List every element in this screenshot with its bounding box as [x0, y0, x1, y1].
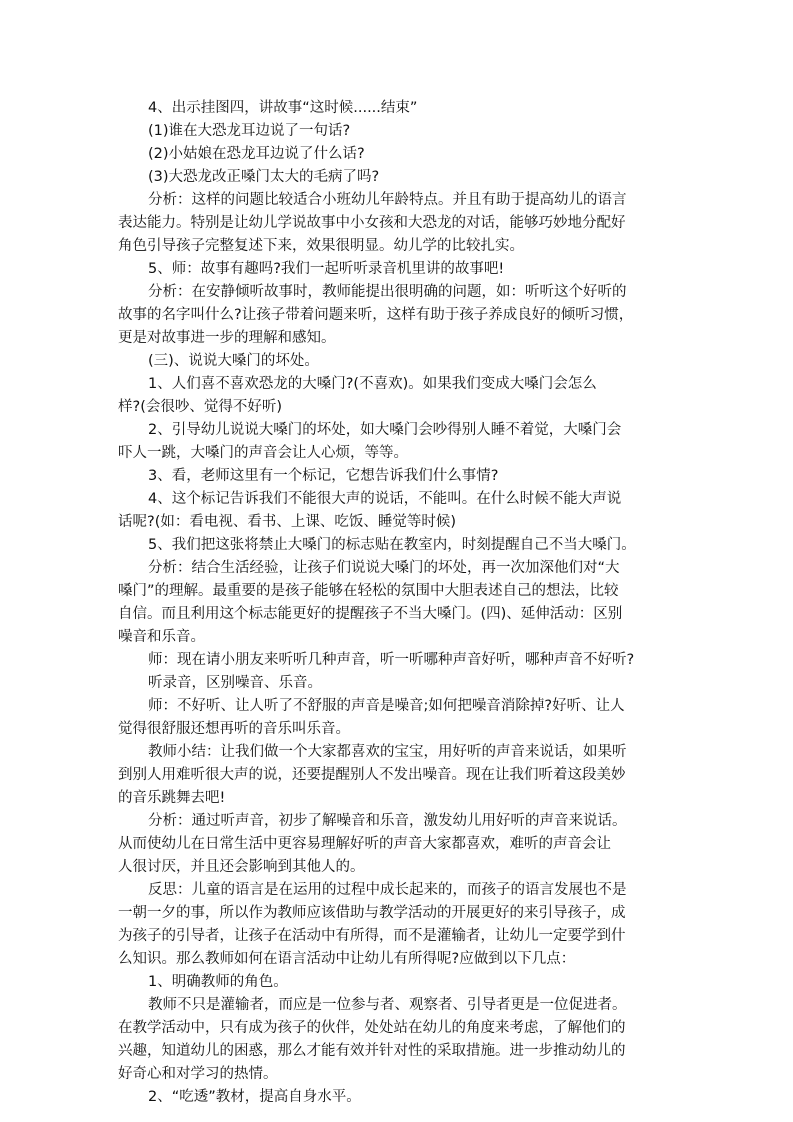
text-line: 觉得很舒服还想再听的音乐叫乐音。: [118, 721, 350, 737]
paragraph: [118, 189, 678, 258]
text-line: 样?(会很吵、觉得不好听): [118, 399, 283, 415]
paragraph: [118, 373, 678, 419]
text-line: 的音乐跳舞去吧!: [118, 790, 226, 806]
paragraph: [118, 879, 678, 971]
text-line: 分析：这样的问题比较适合小班幼儿年龄特点。并且有助于提高幼儿的语言: [148, 192, 627, 208]
text-line: 嗓门”的理解。最重要的是孩子能够在轻松的氛围中大胆表述自己的想法，比较: [118, 583, 619, 599]
text-line: (2)小姑娘在恐龙耳边说了什么话?: [148, 146, 365, 162]
text-line: 教师不只是灌输者，而应是一位参与者、观察者、引导者更是一位促进者。: [148, 997, 627, 1013]
text-line: 噪音和乐音。: [118, 629, 205, 645]
paragraph: [118, 97, 678, 120]
text-line: 为孩子的引导者，让孩子在活动中有所得，而不是灌输者，让幼儿一定要学到什: [118, 928, 626, 944]
text-line: 2、“吃透”教材，提高自身水平。: [148, 1089, 361, 1105]
paragraph: [118, 971, 678, 994]
paragraph: [118, 810, 678, 879]
paragraph: [118, 534, 678, 557]
text-line: 听录音，区别噪音、乐音。: [148, 675, 322, 691]
text-line: 么知识。那么教师如何在语言活动中让幼儿有所得呢?应做到以下几点：: [118, 951, 576, 967]
text-line: 5、我们把这张将禁止大嗓门的标志贴在教室内，时刻提醒自己不当大嗓门。: [148, 537, 636, 553]
paragraph: [118, 166, 678, 189]
text-line: 分析：通过听声音，初步了解噪音和乐音，激发幼儿用好听的声音来说话。: [148, 813, 627, 829]
document-body: [118, 97, 678, 1109]
text-line: 好奇心和对学习的热情。: [118, 1066, 278, 1082]
paragraph: [118, 557, 678, 649]
text-line: (3)大恐龙改正嗓门太大的毛病了吗?: [148, 169, 380, 185]
text-line: 反思：儿童的语言是在运用的过程中成长起来的，而孩子的语言发展也不是: [148, 882, 627, 898]
text-line: 话呢?(如：看电视、看书、上课、吃饭、睡觉等时候): [118, 514, 457, 530]
paragraph: [118, 488, 678, 534]
text-line: 到别人用难听很大声的说，还要提醒别人不发出噪音。现在让我们听着这段美妙: [118, 767, 626, 783]
text-line: 4、出示挂图四，讲故事“这时候......结束”: [148, 100, 418, 116]
text-line: 教师小结：让我们做一个大家都喜欢的宝宝，用好听的声音来说话，如果听: [148, 744, 627, 760]
paragraph: [118, 465, 678, 488]
text-line: 师：不好听、让人听了不舒服的声音是噪音;如何把噪音消除掉?好听、让人: [148, 698, 625, 714]
paragraph: [118, 350, 678, 373]
text-line: (三)、说说大嗓门的坏处。: [148, 353, 319, 369]
text-line: 2、引导幼儿说说大嗓门的坏处，如大嗓门会吵得别人睡不着觉，大嗓门会: [148, 422, 622, 438]
paragraph: [118, 695, 678, 741]
paragraph: [118, 281, 678, 350]
paragraph: [118, 143, 678, 166]
text-line: 5、师：故事有趣吗?我们一起听听录音机里讲的故事吧!: [148, 261, 505, 277]
text-line: 故事的名字叫什么?让孩子带着问题来听，这样有助于孩子养成良好的倾听习惯，: [118, 307, 634, 323]
text-line: 角色引导孩子完整复述下来，效果很明显。幼儿学的比较扎实。: [118, 238, 524, 254]
text-line: 更是对故事进一步的理解和感知。: [118, 330, 336, 346]
paragraph: [118, 120, 678, 143]
text-line: 一朝一夕的事，所以作为教师应该借助与教学活动的开展更好的来引导孩子，成: [118, 905, 626, 921]
paragraph: [118, 1086, 678, 1109]
text-line: 1、明确教师的角色。: [148, 974, 288, 990]
text-line: 4、这个标记告诉我们不能很大声的说话，不能叫。在什么时候不能大声说: [148, 491, 622, 507]
text-line: 自信。而且利用这个标志能更好的提醒孩子不当大嗓门。(四)、延伸活动：区别: [118, 606, 623, 622]
paragraph: [118, 994, 678, 1086]
text-line: 在教学活动中，只有成为孩子的伙伴，处处站在幼儿的角度来考虑，了解他们的: [118, 1020, 626, 1036]
paragraph: [118, 672, 678, 695]
text-line: 人很讨厌，并且还会影响到其他人的。: [118, 859, 365, 875]
paragraph: [118, 419, 678, 465]
text-line: (1)谁在大恐龙耳边说了一句话?: [148, 123, 351, 139]
text-line: 吓人一跳，大嗓门的声音会让人心烦，等等。: [118, 445, 408, 461]
paragraph: [118, 649, 678, 672]
text-line: 表达能力。特别是让幼儿学说故事中小女孩和大恐龙的对话，能够巧妙地分配好: [118, 215, 626, 231]
text-line: 3、看，老师这里有一个标记，它想告诉我们什么事情?: [148, 468, 499, 484]
text-line: 1、人们喜不喜欢恐龙的大嗓门?(不喜欢)。如果我们变成大嗓门会怎么: [148, 376, 597, 392]
text-line: 师：现在请小朋友来听听几种声音，听一听哪种声音好听，哪种声音不好听?: [148, 652, 635, 668]
text-line: 分析：结合生活经验，让孩子们说说大嗓门的坏处，再一次加深他们对“大: [148, 560, 620, 576]
text-line: 兴趣，知道幼儿的困惑，那么才能有效并针对性的采取措施。进一步推动幼儿的: [118, 1043, 626, 1059]
paragraph: [118, 741, 678, 810]
paragraph: [118, 258, 678, 281]
text-line: 分析：在安静倾听故事时，教师能提出很明确的问题，如：听听这个好听的: [148, 284, 627, 300]
text-line: 从而使幼儿在日常生活中更容易理解好听的声音大家都喜欢，难听的声音会让: [118, 836, 611, 852]
